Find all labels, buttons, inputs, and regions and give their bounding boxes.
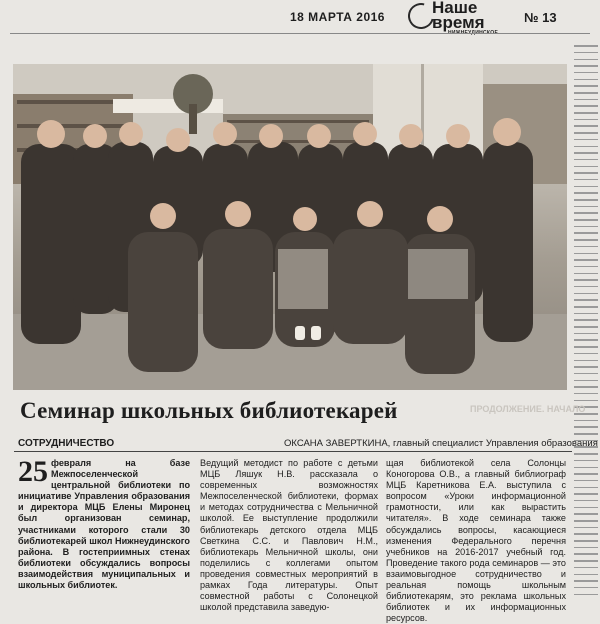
logo-line-1: Наше [432,0,478,17]
adjacent-column-fragment [572,40,600,600]
logo-line-2: время [432,13,485,32]
article-column-2: Ведущий методист по работе с детьми МЦБ Ляшук Н.В. рассказала о современных возможностях Межпоселенческой библиотеки, формах и методах сотрудничества с Мельничной школой. Ее выступление продолжили библиотекарь детского отдела МЦБ Светкина С.С. и Павлович Н.М., библиотекарь Мельничной школы, они поделились с коллегами опытом проведения совместных мероприятий в рамках Года литературы. Опыт совместной работы с Солонецкой школой представила заведую- [200,458,378,613]
issue-number: № 13 [524,10,557,25]
article-rubric: СОТРУДНИЧЕСТВО [18,438,115,449]
newspaper-logo [408,0,518,34]
article-byline: ОКСАНА ЗАВЕРТКИНА, главный специалист Управления образования [284,438,598,449]
lead-text: февраля на базе Межпоселенческой центральной библиотеки по инициативе Управления образования и директора МЦБ Елены Миронец был организован семинар, участниками которого стали 30 библиотекарей школ Нижнеудинского района. В гостеприимных стенах библиотеки обсуждались вопросы взаимодействия муниципальных и школьных библиотек. [18,458,190,591]
issue-date: 18 МАРТА 2016 [290,10,385,24]
article-title: Семинар школьных библиотекарей [20,398,398,423]
dropcap: 25 [18,455,48,488]
group-photo-illustration [13,64,567,390]
group-photo [13,64,567,390]
article-lead [18,455,190,591]
article-column-3: щая библиотекой села Солонцы Коногорова О.В., а главный библиограф МЦБ Каретникова Е.А. выступила с вопросом «Уроки информационной грамотности, или как вырастить читателя». В ходе семинара также обсуждались вопросы, касающиеся изменения Федерального перечня учебников на 2016-2017 учебный год. Проведение такого рода семинаров — это взаимовыгодное сотрудничество и реальная помощь школьным библиотекарям, это реклама школьных библиотек и их информационных ресурсов. [386,458,566,624]
header-rule [10,33,590,34]
adjacent-headline: ПРОДОЛЖЕНИЕ. НАЧАЛО [470,404,586,414]
rubric-rule [14,451,572,452]
